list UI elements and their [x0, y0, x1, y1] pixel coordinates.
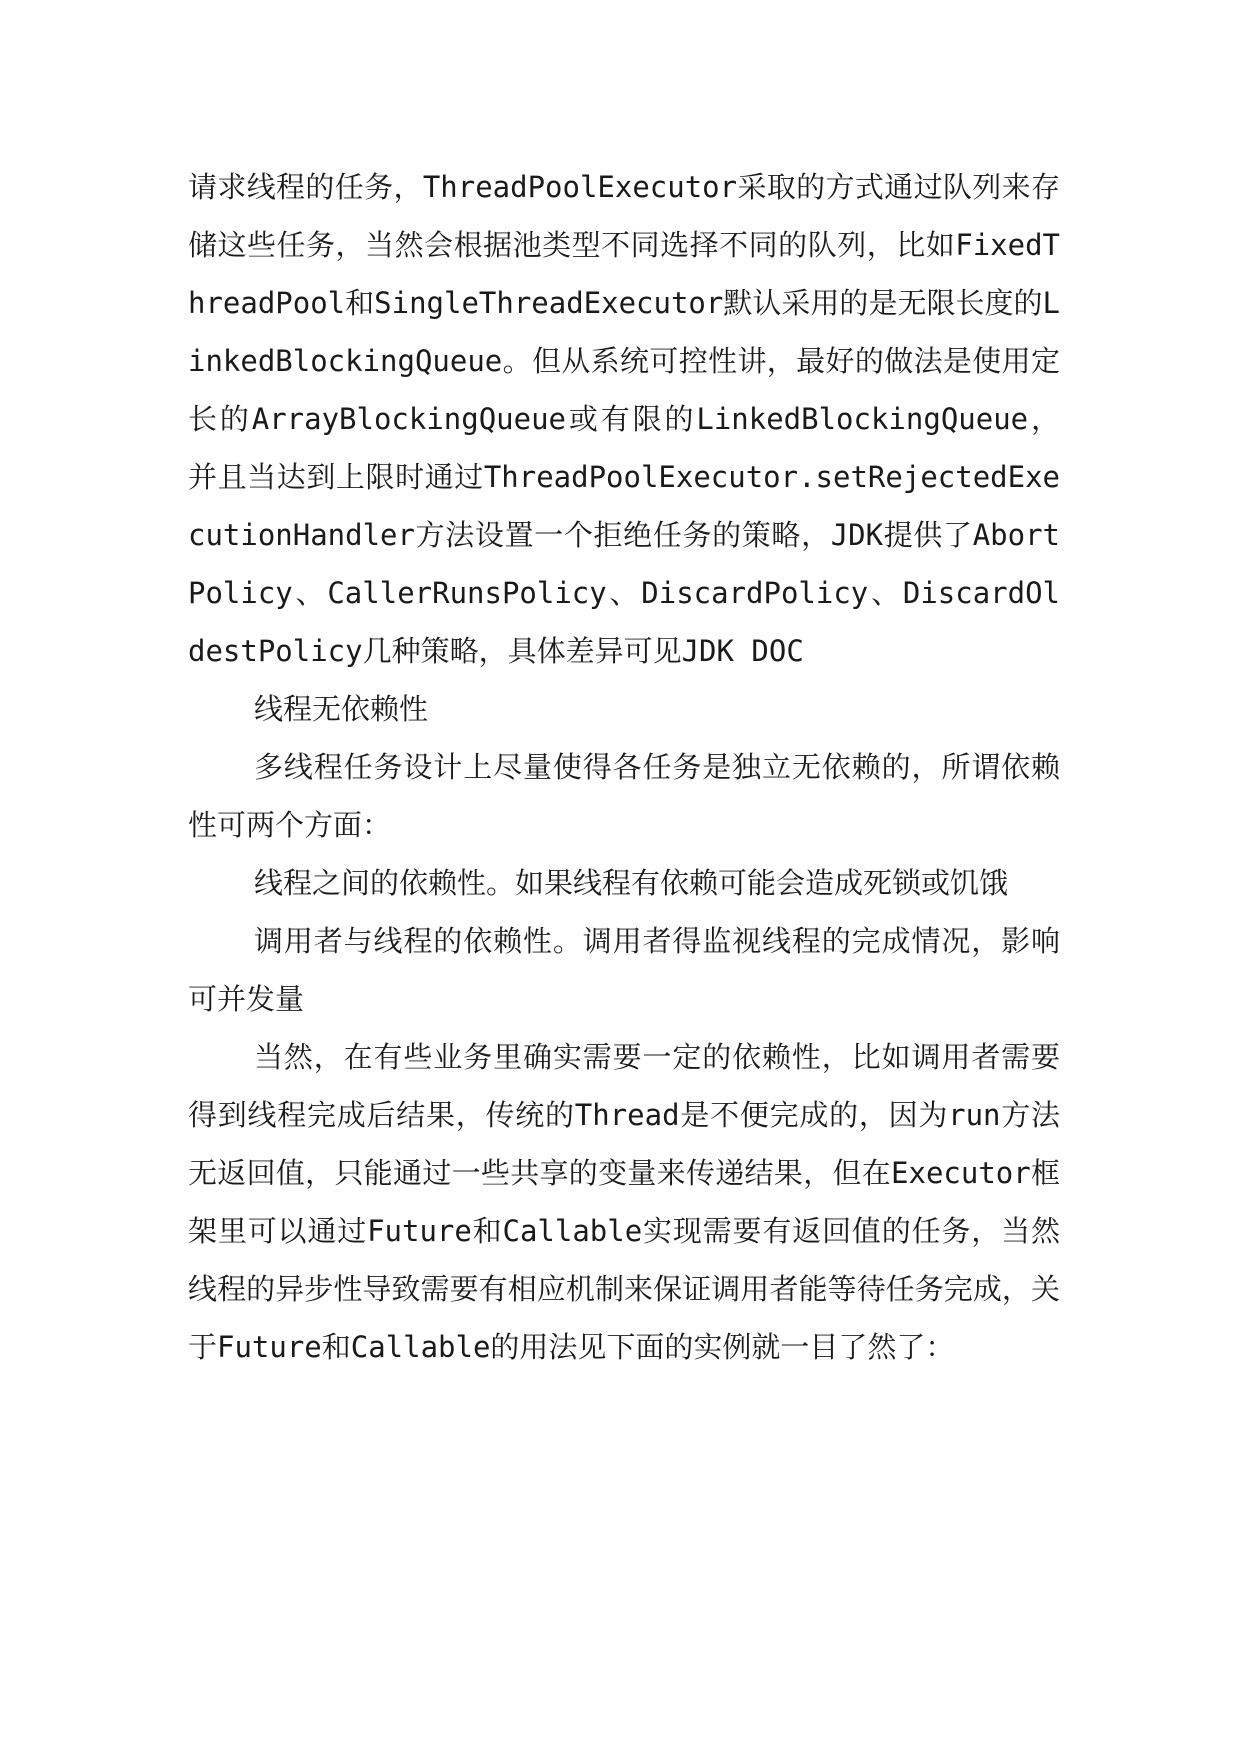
heading-thread-independence: 线程无依赖性 [254, 692, 429, 726]
paragraph-inter-thread-dependency: 线程之间的依赖性。如果线程有依赖可能会造成死锁或饥饿 [254, 866, 1009, 900]
document-body [188, 158, 1060, 1376]
paragraph-caller-dependency: 调用者与线程的依赖性。调用者得监视线程的完成情况，影响可并发量 [188, 924, 1060, 1016]
paragraph-rejection-policy: 请求线程的任务，ThreadPoolExecutor采取的方式通过队列来存储这些任务，当然会根据池类型不同选择不同的队列，比如FixedThreadPool和SingleThreadExecutor默认采用的是无限长度的LinkedBlockingQueue。但从系统可控性讲，最好的做法是使用定长的ArrayBlockingQueue或有限的LinkedBlockingQueue，并且当达到上限时通过ThreadPoolExecutor.setRejectedExecutionHandler方法设置一个拒绝任务的策略，JDK提供了AbortPolicy、CallerRunsPolicy、DiscardPolicy、DiscardOldestPolicy几种策略，具体差异可见JDK DOC [188, 170, 1060, 668]
paragraph-future-callable: 当然，在有些业务里确实需要一定的依赖性，比如调用者需要得到线程完成后结果，传统的Thread是不便完成的，因为run方法无返回值，只能通过一些共享的变量来传递结果，但在Executor框架里可以通过Future和Callable实现需要有返回值的任务，当然线程的异步性导致需要有相应机制来保证调用者能等待任务完成，关于Future和Callable的用法见下面的实例就一目了然了： [188, 1040, 1060, 1364]
paragraph-dependency-intro: 多线程任务设计上尽量使得各任务是独立无依赖的，所谓依赖性可两个方面： [188, 750, 1060, 842]
